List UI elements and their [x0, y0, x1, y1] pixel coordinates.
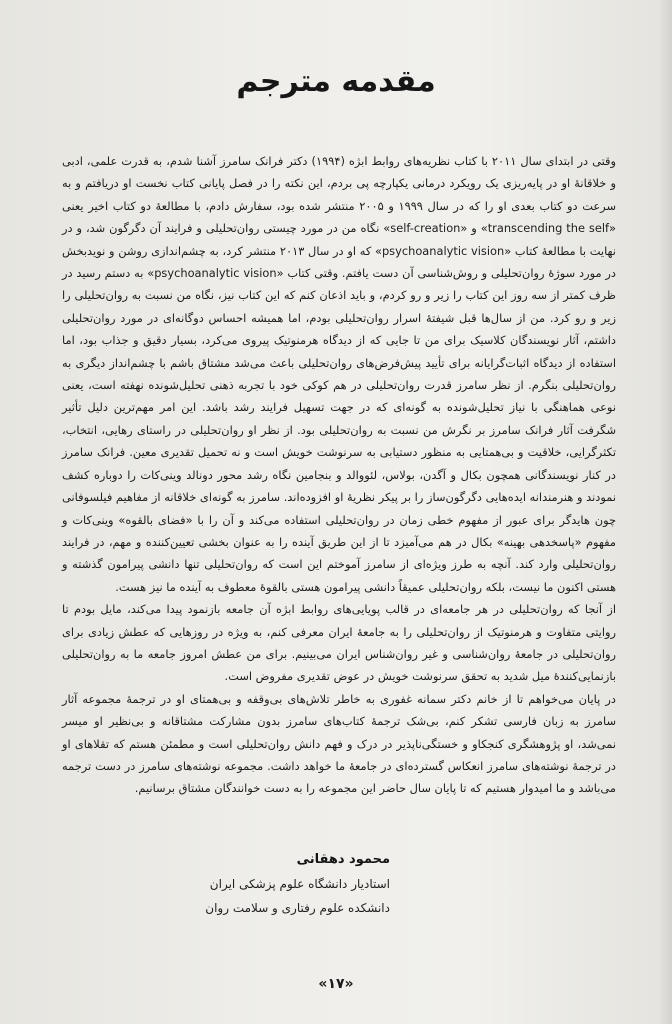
- page-edge-shadow: [658, 0, 672, 1024]
- translator-affiliation-university: استادیار دانشگاه علوم پزشکی ایران: [209, 877, 390, 891]
- paragraph-3: در پایان می‌خواهم تا از خانم دکتر سمانه غفوری به خاطر تلاش‌های بی‌وقفه و بی‌همتای او در ترجمهٔ مجموعه آثار سامرز به زبان فارسی تشکر کنم، بی‌شک ترجمهٔ کتاب‌های سامرز بدون مشارکت مشتاقانه و بی‌نظیر او میسر نمی‌شد، او پژوهشگری کنجکاو و خستگی‌ناپذیر در درک و فهم دانش روان‌تحلیلی است و مطمئن هستم که تقلاهای او در ترجمهٔ نوشته‌های سامرز انعکاس گسترده‌ای در جامعهٔ ما خواهد داشت. مجموعه نوشته‌های سامرز در دست ترجمه می‌باشد و ما امیدوار هستیم که تا پایان سال حاضر این مجموعه را به دست خوانندگان مشتاق برسانیم.: [62, 691, 616, 796]
- paragraph-1: وقتی در ابتدای سال ۲۰۱۱ با کتاب نظریه‌های روابط ابژه (۱۹۹۴) دکتر فرانک سامرز آشنا شدم، به قدرت علمی، ادبی و خلاقانهٔ او در پایه‌ریزی یک رویکرد درمانی یکپارچه پی بردم، این نکته را در فصل پایانی کتاب نخست او دریافتم و به سرعت دو کتاب بعدی او را که در سال ۱۹۹۹ و ۲۰۰۵ منتشر شده بود، سفارش دادم، با مطالعهٔ دو کتاب اخیر یعنی «transcending the self» و «self-creation» نگاه من در مورد چیستی روان‌تحلیلی و فرایند آن دگرگون شد، و در نهایت با مطالعهٔ کتاب «psychoanalytic vision» که او در سال ۲۰۱۳ منتشر کرد، به چشم‌اندازی روشن و نویدبخش در مورد سوژهٔ روان‌تحلیلی و روش‌شناسی آن دست یافتم. وقتی کتاب «psychoanalytic vision» به دستم رسید در ظرف کمتر از سه روز این کتاب را زیر و رو کردم، و باید اذعان کنم که این کتاب نیز، نگاه من نسبت به روان‌تحلیلی را زیر و رو کرد. من از سال‌ها قبل شیفتهٔ اسرار روان‌تحلیلی بودم، اما همیشه احساس دوگانه‌ای در مورد روان‌تحلیلی داشتم، آثار نویسندگان کلاسیک برای من تا جایی که از دیدگاه هرمنوتیک پیروی می‌کرد، بسیار دقیق و جذاب بود، اما استفاده از دیدگاه اثبات‌گرایانه برای تأیید پیش‌فرض‌های روان‌تحلیلی باعث می‌شد مشتاق باشم با چشم‌انداز دیگری به روان‌تحلیلی بنگرم. از نظر سامرز قدرت روان‌تحلیلی در هم کوکی خود با تجربه ذهنی تحلیل‌شونده نهفته است، یعنی نوعی هماهنگی با نیاز تحلیل‌شونده به گونه‌ای که در جهت تسهیل فرایند رشد باشد. این امر مهم‌ترین دلیل تأثیر شگرفت آثار فرانک سامرز بر نگرش من نسبت به روان‌تحلیلی بود. از نظر او روان‌تحلیلی در راستای رهایی، انتخاب، تکثرگرایی، خلاقیت و بی‌همتایی به منظور دستیابی به سرنوشت خویش است و نه تحمیل تقدیری معین. فرانک سامرز در کنار نویسندگانی همچون بکال و آگدن، بولاس، لئووالد و بنجامین نگاه رشد محور دونالد وینی‌کات را دوباره کشف نمودند و هنرمندانه ایده‌هایی دگرگون‌ساز را بر پیکر نظریهٔ او افزوده‌اند. سامرز به گونه‌ای خلاقانه از مفاهیم فیلسوفانی چون هایدگر برای عبور از مفهوم خطی زمان در روان‌تحلیلی استفاده می‌کند و آن را با «فضای بالقوه» وینی‌کات و مفهوم «پاسخدهی بهینه» بکال در هم می‌آمیزد تا از این طریق آینده را به عنوان بخشی تعیین‌کننده و مهم، در فرایند روان‌تحلیلی وارد کند. آنچه به طرز ویژه‌ای از سامرز آموختم این است که روان‌تحلیلی تنها دانشی پیرامون گذشته و هستی اکنون ما نیست، بلکه روان‌تحلیلی عمیقاً دانشی پیرامون هستی بالقوهٔ معطوف به آینده ما نیز هست.: [62, 154, 617, 594]
- translator-signature: [200, 848, 390, 920]
- paragraph-2: از آنجا که روان‌تحلیلی در هر جامعه‌ای در قالب پویایی‌های روابط ابژه آن جامعه بازنمود پیدا می‌کند، مایل بودم تا روایتی متفاوت و هرمنوتیک از روان‌تحلیلی را به جامعهٔ ایران معرفی کنم، به ویژه در روزهایی که عطش زیادی برای روان‌تحلیلی در جامعهٔ روان‌شناسی و غیر روان‌شناس ایران می‌بینیم. برای من عطش امروز جامعه ما به روان‌تحلیلی بازنمایی‌کنندهٔ میل شدید به تحقق سرنوشت خویش در عوض تقدیری مفروض است.: [62, 602, 616, 684]
- body-text: [62, 150, 616, 800]
- translator-name: محمود دهقانی: [296, 852, 390, 867]
- page-number: «۱۷»: [318, 976, 354, 992]
- translator-affiliation-faculty: دانشکده علوم رفتاری و سلامت روان: [205, 901, 390, 915]
- page-title: مقدمه مترجم: [236, 64, 436, 99]
